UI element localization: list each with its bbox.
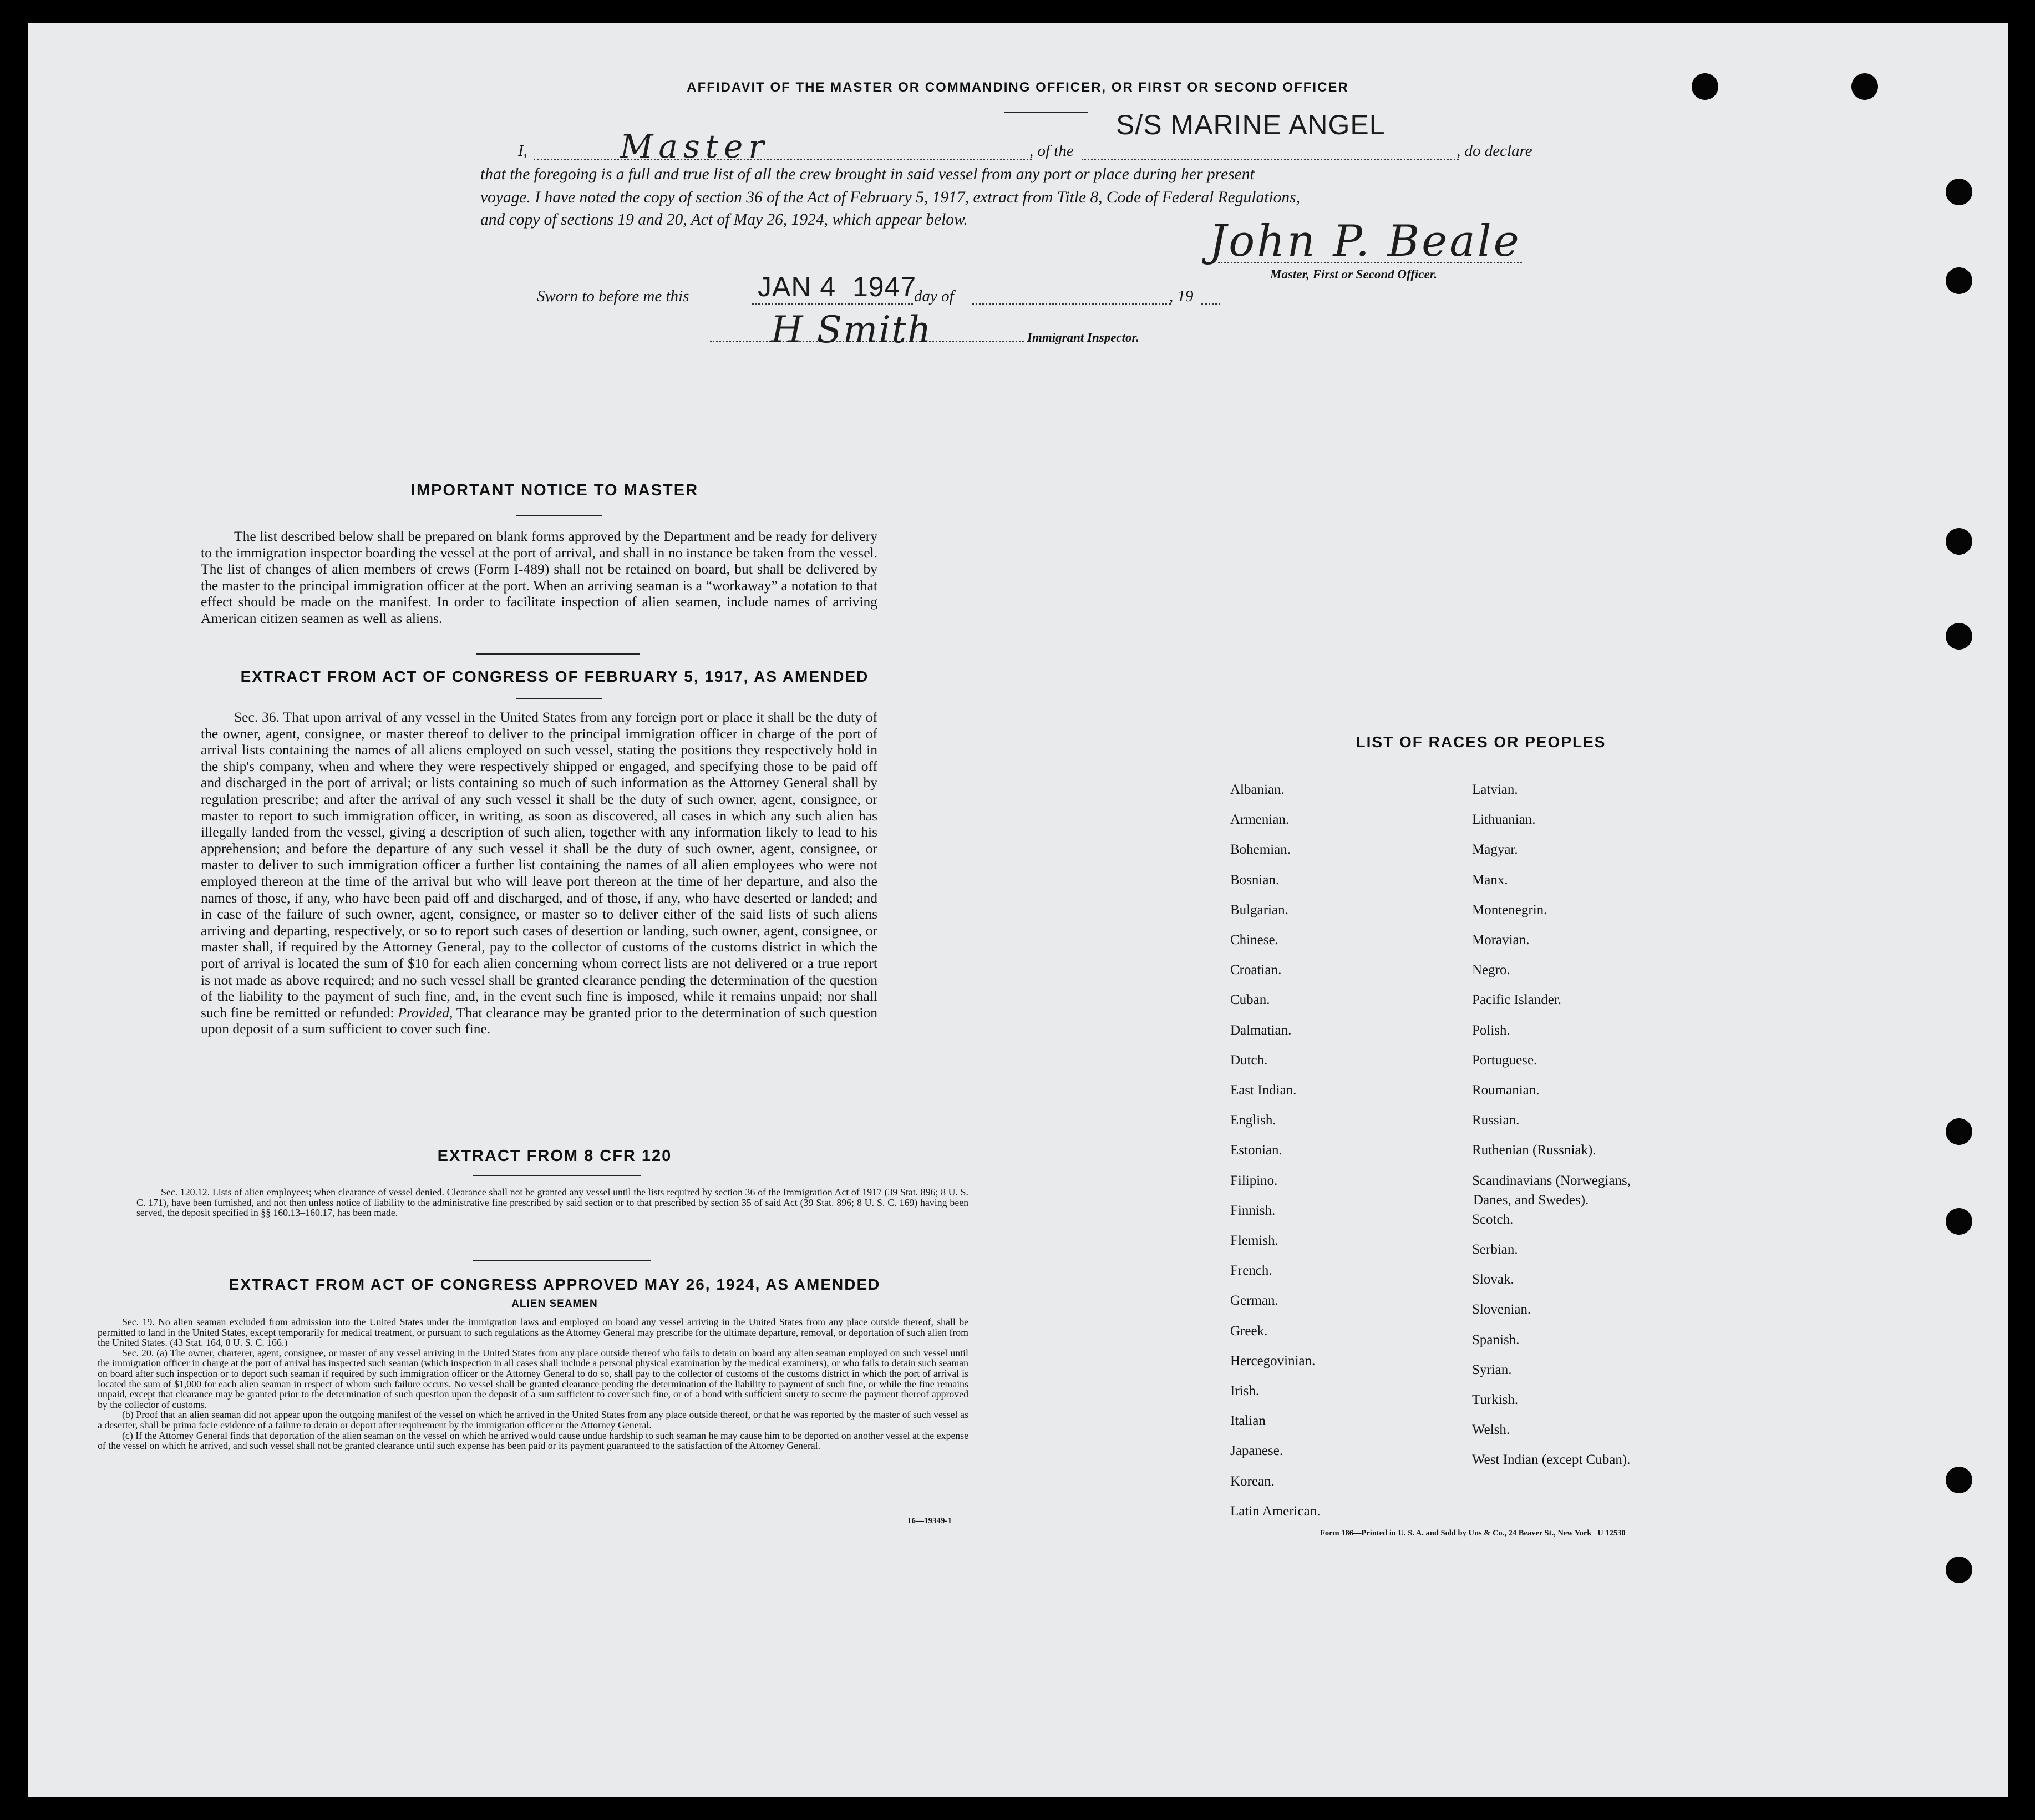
officer-rank-line bbox=[534, 159, 1032, 160]
race-item: Estonian. bbox=[1230, 1143, 1282, 1158]
sworn-date-stamp: JAN 4 1947 bbox=[758, 271, 917, 302]
race-item: Syrian. bbox=[1472, 1362, 1512, 1377]
race-item: Magyar. bbox=[1472, 842, 1518, 858]
punch-hole bbox=[1946, 528, 1972, 555]
notice-text: The list described below shall be prepared on blank forms approved by the Department and be ready for delivery to the immigration inspector boarding the vessel at the port of arrival, and shall in no instance be taken from the vessel. The list of changes of alien members of crews (Form I-489) shall not be retained on board, but shall be delivered by the master to the principal immigration officer at the port. When an arriving seaman is a “workaway” a notation to that effect should be made on the manifest. In order to facilitate inspection of alien seamen, include names of arriving American citizen seamen as well as aliens. bbox=[201, 528, 877, 626]
race-item: Roumanian. bbox=[1472, 1083, 1540, 1098]
printer-line: Form 186—Printed in U. S. A. and Sold by Uns & Co., 24 Beaver St., New York U 12530 bbox=[1320, 1529, 1626, 1538]
divider bbox=[516, 698, 602, 699]
punch-hole bbox=[1946, 1208, 1972, 1235]
race-item: Latvian. bbox=[1472, 782, 1518, 797]
extract-1924-subheading: ALIEN SEAMEN bbox=[511, 1298, 598, 1310]
race-item: Polish. bbox=[1472, 1022, 1510, 1038]
race-item: Dalmatian. bbox=[1230, 1022, 1292, 1038]
extract-1917-text-before: Sec. 36. That upon arrival of any vessel in the United States from any foreign port or place it shall be the duty of the owner, agent, consignee, or master thereof to deliver to the principal immigration officer in charge of the port of arrival lists containing the names of all aliens employed on such vessel, stating the positions they respectively hold in the ship's company, when and where they were respectively shipped or engaged, and specifying those to be paid off and discharged in the port of arrival; or lists containing so much of such information as the Attorney General shall by regulation prescribe; and after the arrival of any such vessel it shall be the duty of such owner, agent, consignee, or master to report to such immigration officer, in writing, as soon as discovered, all cases in which any such alien has illegally landed from the vessel, giving a description of such alien, together with any information likely to lead to his apprehension; and before the departure of any such vessel it shall be the duty of such owner, agent, consignee, or master to deliver to such immigration officer a further list containing the names of all alien employees who were not employed thereon at the time of the arrival but who will leave port thereon at the time of her departure, and also the names of those, if any, who have been paid off and discharged, and of those, if any, who have deserted or landed; and in case of the failure of such owner, agent, consignee, or master so to deliver either of the said lists of such aliens arriving and departing, respectively, or so to report such cases of desertion or landing, such owner, agent, consignee, or master shall, if required by the Attorney General, pay to the collector of customs of the customs district in which the port of arrival is located the sum of $10 for each alien concerning whom correct lists are not delivered or a true report is not made as above required; and no such vessel shall be granted clearance pending the determination of the question of the liability to the payment of such fine, and, in the event such fine is imposed, while it remains unpaid; nor shall such fine be remitted or refunded: bbox=[201, 709, 877, 1021]
race-item: Bulgarian. bbox=[1230, 902, 1288, 917]
race-item: Scotch. bbox=[1472, 1211, 1514, 1227]
race-item: Cuban. bbox=[1230, 992, 1270, 1008]
extract-1924-sec20c: (c) If the Attorney General finds that deportation of the alien seaman on the vessel on which he arrived would cause undue hardship to such seaman he may cause him to be deported on another vessel at the expense of the vessel on which he arrived, and such vessel shall not be granted clearance until such expense has been paid or its payment guaranteed to the satisfaction of the Attorney General. bbox=[98, 1429, 968, 1452]
race-item: Irish. bbox=[1230, 1383, 1260, 1398]
punch-hole bbox=[1946, 1557, 1972, 1583]
extract-1917-heading: EXTRACT FROM ACT OF CONGRESS OF FEBRUARY 5, 1917, AS AMENDED bbox=[240, 668, 869, 685]
race-item-scandinavians-continued: Danes, and Swedes). bbox=[1473, 1193, 1589, 1208]
extract-cfr-text: Sec. 120.12. Lists of alien employees; when clearance of vessel denied. Clearance shall not be granted any vessel until the lists required by section 36 of the Immigration Act of 1917 (39 Stat. 896; 8 U. S. C. 171), have been furnished, and not then unless notice of liability to the administrative fine prescribed by said section or to that prescribed by section 35 of said Act (39 Stat. 896; 8 U. S. C. 169) having been served, the deposit specified in §§ 160.13–160.17, has been made. bbox=[136, 1187, 968, 1219]
race-item: Flemish. bbox=[1230, 1233, 1278, 1248]
affidavit-i-prefix: I, bbox=[518, 142, 527, 160]
vessel-name-typed: S/S MARINE ANGEL bbox=[1116, 109, 1386, 140]
race-item: Spanish. bbox=[1472, 1332, 1520, 1347]
vessel-name-line bbox=[1082, 159, 1459, 160]
inspector-signature: H Smith bbox=[771, 308, 932, 351]
race-item: Chinese. bbox=[1230, 932, 1278, 947]
sworn-month-line bbox=[972, 303, 1171, 305]
master-signature-caption: Master, First or Second Officer. bbox=[1270, 267, 1438, 281]
race-item: Pacific Islander. bbox=[1472, 992, 1562, 1008]
race-item: Italian bbox=[1230, 1413, 1266, 1429]
notice-heading: IMPORTANT NOTICE TO MASTER bbox=[410, 481, 699, 499]
extract-1917-provided: Provided, bbox=[398, 1004, 453, 1021]
declaration-line-3: and copy of sections 19 and 20, Act of May 26, 1924, which appear below. bbox=[480, 211, 968, 229]
sworn-year-prefix: , 19 bbox=[1169, 287, 1194, 305]
punch-hole bbox=[1946, 1118, 1972, 1145]
race-item: Greek. bbox=[1230, 1323, 1268, 1339]
extract-1924-sec20b: (b) Proof that an alien seaman did not appear upon the outgoing manifest of the vessel on which he arrived in the United States from any place outside thereof, or that he was reported by the master of such vessel as a deserter, shall be prima facie evidence of a failure to detain or deport after requirement by the immigration officer or the Attorney General. bbox=[98, 1409, 968, 1431]
race-item: West Indian (except Cuban). bbox=[1472, 1452, 1631, 1468]
race-item: Serbian. bbox=[1472, 1242, 1518, 1257]
sworn-year-line bbox=[1201, 303, 1220, 305]
notice-paragraph bbox=[201, 528, 877, 627]
punch-hole bbox=[1851, 73, 1878, 100]
extract-1924-form-number: 16—19349-1 bbox=[907, 1517, 952, 1525]
race-item: Japanese. bbox=[1230, 1443, 1283, 1459]
race-item: French. bbox=[1230, 1263, 1272, 1279]
divider bbox=[516, 515, 602, 516]
punch-hole bbox=[1946, 623, 1972, 650]
affidavit-do-declare: , do declare bbox=[1457, 142, 1532, 160]
race-item: Korean. bbox=[1230, 1473, 1275, 1489]
punch-hole bbox=[1946, 179, 1972, 205]
race-item: Bohemian. bbox=[1230, 842, 1291, 858]
divider bbox=[1004, 112, 1088, 113]
race-item: Russian. bbox=[1472, 1113, 1520, 1128]
extract-cfr-section bbox=[136, 1187, 968, 1218]
race-item: Scandinavians (Norwegians, bbox=[1472, 1173, 1631, 1188]
extract-1924-heading: EXTRACT FROM ACT OF CONGRESS APPROVED MAY 26, 1924, AS AMENDED bbox=[229, 1276, 881, 1293]
master-signature-line bbox=[1218, 262, 1522, 263]
race-item: Slovak. bbox=[1472, 1272, 1514, 1287]
race-item: Filipino. bbox=[1230, 1173, 1278, 1188]
race-item: Dutch. bbox=[1230, 1052, 1268, 1068]
punch-hole bbox=[1946, 267, 1972, 294]
sworn-day-of: day of bbox=[914, 287, 954, 305]
declaration-line-2: voyage. I have noted the copy of section 36 of the Act of February 5, 1917, extract from Title 8, Code of Federal Regulations, bbox=[480, 189, 1300, 206]
extract-1924-sec19: Sec. 19. No alien seaman excluded from admission into the United States under the immigration laws and employed on board any vessel arriving in the United States from any place outside thereof, shall be permitted to land in the United States, except temporarily for medical treatment, or pursuant to such regulations as the Attorney General may prescribe for the ultimate departure, removal, or deportation of such alien from the United States. (43 Stat. 164, 8 U. S. C. 166.) bbox=[98, 1316, 968, 1348]
race-item: Portuguese. bbox=[1472, 1052, 1537, 1068]
punch-hole bbox=[1946, 1467, 1972, 1493]
race-item: East Indian. bbox=[1230, 1083, 1297, 1098]
inspector-caption: Immigrant Inspector. bbox=[1027, 331, 1139, 344]
extract-1924-sections bbox=[98, 1317, 968, 1451]
affidavit-title: AFFIDAVIT OF THE MASTER OR COMMANDING OFFICER, OR FIRST OR SECOND OFFICER bbox=[687, 80, 1349, 95]
sworn-date-line bbox=[752, 303, 913, 305]
race-item: Latin American. bbox=[1230, 1503, 1321, 1519]
divider bbox=[476, 653, 640, 655]
extract-1917-text-after: That clearance may be granted prior to the determination of such question upon deposit of a sum sufficient to cover such fine. bbox=[201, 1004, 878, 1037]
master-signature: John P. Beale bbox=[1209, 216, 1521, 266]
race-item: Finnish. bbox=[1230, 1203, 1276, 1218]
affidavit-of-the: , of the bbox=[1029, 142, 1074, 160]
declaration-line-1: that the foregoing is a full and true list of all the crew brought in said vessel from any port or place during her present bbox=[480, 165, 1255, 183]
divider bbox=[473, 1175, 641, 1176]
race-item: Albanian. bbox=[1230, 782, 1285, 797]
race-item: Bosnian. bbox=[1230, 872, 1280, 888]
race-item: Slovenian. bbox=[1472, 1302, 1531, 1317]
race-item: Armenian. bbox=[1230, 812, 1290, 828]
extract-1924-sec20a: Sec. 20. (a) The owner, charterer, agent, consignee, or master of any vessel arriving in the United States from any place outside thereof who fails to detain on board any alien seaman employed on such vessel until the immigration officer in charge at the port of arrival has inspected such seaman (which inspection in all cases shall include a personal physical examination by the medical examiners), or who fails to detain such seaman on board after such inspection or to deport such seaman if required by such immigration officer or the Attorney General to do so, shall pay to the collector of customs of the customs district in which the port of arrival is located the sum of $1,000 for each alien seaman in respect of whom such failure occurs. No vessel shall be granted clearance pending the determination of the liability to payment of such fine, or while the fine remains unpaid, except that clearance may be granted prior to the determination of such question upon the deposit of a sum sufficient to cover such fine, or of a bond with sufficient surety to secure the payment thereof approved by the collector of customs. bbox=[98, 1347, 968, 1410]
race-item: Croatian. bbox=[1230, 962, 1282, 978]
race-item: Hercegovinian. bbox=[1230, 1353, 1316, 1368]
extract-1917-section bbox=[201, 709, 877, 1037]
divider bbox=[473, 1260, 651, 1261]
race-item: Montenegrin. bbox=[1472, 902, 1547, 917]
race-item: Welsh. bbox=[1472, 1422, 1510, 1438]
sworn-prefix: Sworn to before me this bbox=[537, 287, 689, 305]
race-item: Manx. bbox=[1472, 872, 1508, 888]
race-item: Negro. bbox=[1472, 962, 1510, 978]
race-item: German. bbox=[1230, 1293, 1278, 1309]
race-item: Ruthenian (Russniak). bbox=[1472, 1143, 1596, 1158]
race-item: English. bbox=[1230, 1113, 1276, 1128]
punch-hole bbox=[1692, 73, 1718, 100]
race-item: Lithuanian. bbox=[1472, 812, 1536, 828]
extract-cfr-heading: EXTRACT FROM 8 CFR 120 bbox=[437, 1147, 672, 1165]
race-item: Turkish. bbox=[1472, 1392, 1519, 1407]
race-item: Moravian. bbox=[1472, 932, 1530, 947]
officer-rank-handwritten: Master bbox=[620, 128, 770, 165]
races-heading: LIST OF RACES OR PEOPLES bbox=[1356, 733, 1606, 751]
